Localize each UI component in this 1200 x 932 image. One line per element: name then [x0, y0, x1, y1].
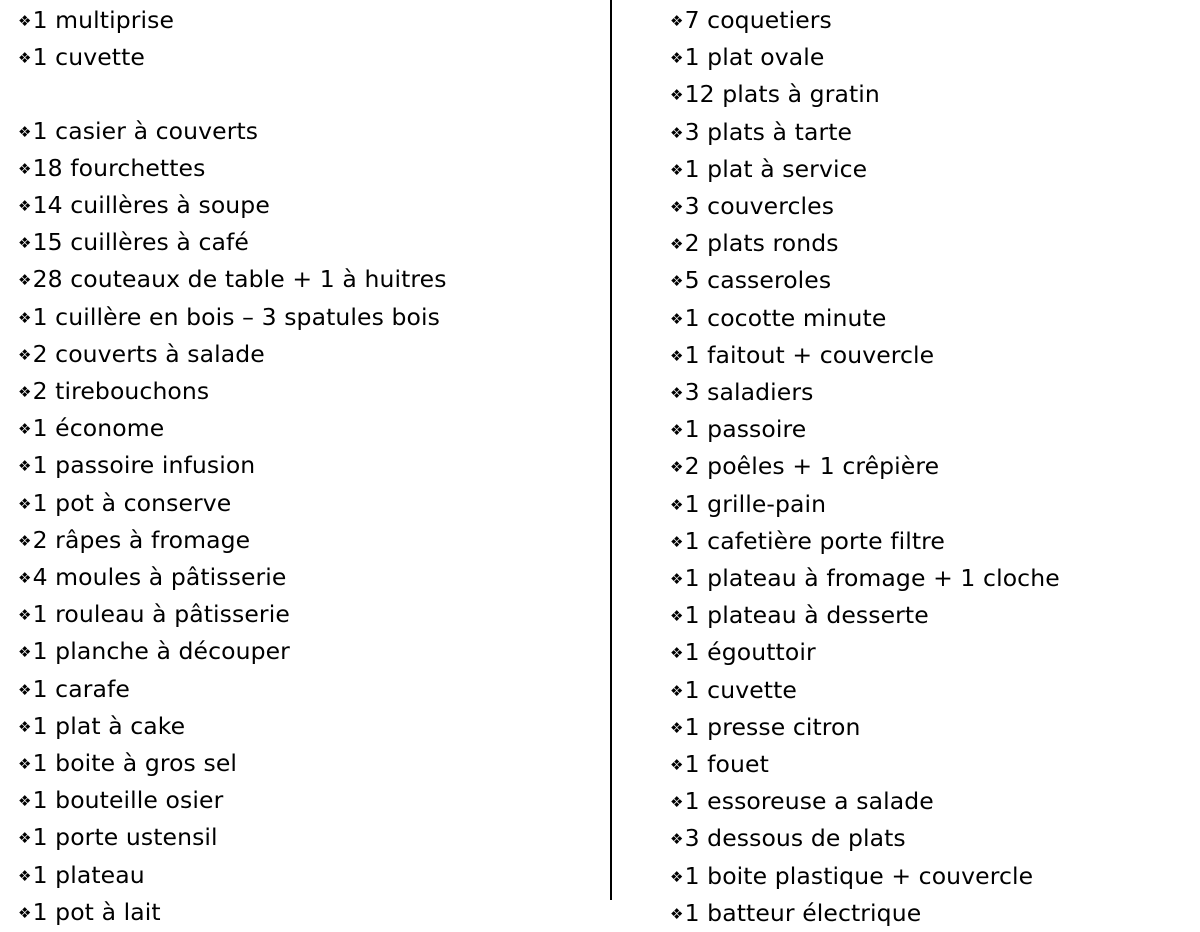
- diamond-bullet-icon: ❖: [18, 345, 32, 364]
- diamond-bullet-icon: ❖: [670, 198, 684, 217]
- list-item: [670, 523, 1200, 560]
- list-item-label: 1 cuillère en bois – 3 spatules bois: [32, 302, 440, 331]
- list-item-label: 1 économe: [32, 414, 165, 443]
- diamond-bullet-icon: ❖: [670, 607, 684, 626]
- diamond-bullet-icon: ❖: [18, 308, 32, 327]
- diamond-bullet-icon: ❖: [18, 383, 32, 402]
- diamond-bullet-icon: ❖: [670, 384, 684, 403]
- right-column: [612, 0, 1200, 927]
- diamond-bullet-icon: ❖: [670, 718, 684, 737]
- list-item: [18, 2, 610, 39]
- list-item: [670, 374, 1200, 411]
- list-item: [670, 672, 1200, 709]
- diamond-bullet-icon: ❖: [18, 829, 32, 848]
- list-item-label: 1 plat à service: [684, 154, 868, 183]
- list-item: [670, 783, 1200, 820]
- list-item: [18, 187, 610, 224]
- list-item-label: 1 presse citron: [684, 712, 861, 741]
- diamond-bullet-icon: ❖: [18, 457, 32, 476]
- list-item-label: 2 tirebouchons: [32, 377, 210, 406]
- list-item: [18, 336, 610, 373]
- diamond-bullet-icon: ❖: [18, 159, 32, 178]
- list-item-label: 1 planche à découper: [32, 637, 290, 666]
- list-item-label: 18 fourchettes: [32, 153, 206, 182]
- diamond-bullet-icon: ❖: [670, 160, 684, 179]
- diamond-bullet-icon: ❖: [18, 197, 32, 215]
- list-item: [670, 486, 1200, 523]
- list-item: [18, 39, 610, 76]
- list-item: [18, 299, 610, 336]
- list-item-label: 1 égouttoir: [684, 638, 816, 667]
- list-item: [670, 225, 1200, 262]
- list-item-label: 1 pot à conserve: [32, 488, 232, 517]
- list-item-label: 1 plateau à fromage + 1 cloche: [684, 564, 1060, 593]
- list-item-label: 28 couteaux de table + 1 à huitres: [32, 265, 447, 294]
- list-item: [18, 633, 610, 670]
- list-item: [18, 150, 610, 187]
- list-item: [18, 894, 610, 931]
- diamond-bullet-icon: ❖: [18, 903, 32, 922]
- list-item-label: 3 couvercles: [684, 192, 835, 221]
- list-item: [18, 857, 610, 894]
- list-item-label: 1 boite plastique + couvercle: [684, 861, 1034, 890]
- diamond-bullet-icon: ❖: [670, 272, 684, 291]
- diamond-bullet-icon: ❖: [18, 531, 32, 550]
- diamond-bullet-icon: ❖: [670, 495, 684, 514]
- list-item: [670, 895, 1200, 932]
- diamond-bullet-icon: ❖: [18, 271, 32, 290]
- diamond-bullet-icon: ❖: [18, 792, 32, 811]
- diamond-bullet-icon: ❖: [18, 12, 32, 30]
- list-item-label: 1 plat à cake: [32, 711, 186, 740]
- list-item: [18, 485, 610, 522]
- list-item: [18, 224, 610, 261]
- list-item: [670, 560, 1200, 597]
- diamond-bullet-icon: ❖: [670, 346, 684, 365]
- list-item: [18, 819, 610, 856]
- list-item: [18, 522, 610, 559]
- list-item-label: 1 rouleau à pâtisserie: [32, 600, 290, 629]
- list-item-label: 4 moules à pâtisserie: [32, 563, 287, 592]
- list-item-label: 2 couverts à salade: [32, 339, 265, 368]
- diamond-bullet-icon: ❖: [18, 49, 32, 68]
- list-item: [670, 709, 1200, 746]
- list-item-label: 1 passoire infusion: [32, 451, 256, 480]
- diamond-bullet-icon: ❖: [670, 681, 684, 700]
- list-item-label: 14 cuillères à soupe: [32, 191, 270, 219]
- list-item: [670, 411, 1200, 448]
- list-item: [670, 448, 1200, 485]
- diamond-bullet-icon: ❖: [670, 235, 684, 254]
- list-item: [18, 261, 610, 298]
- list-item-label: 2 plats ronds: [684, 229, 839, 258]
- list-item-label: 1 porte ustensil: [32, 823, 218, 852]
- diamond-bullet-icon: ❖: [18, 569, 32, 588]
- diamond-bullet-icon: ❖: [670, 12, 684, 30]
- list-item-label: 1 plateau à desserte: [684, 601, 929, 630]
- diamond-bullet-icon: ❖: [670, 123, 684, 142]
- list-item-label: 1 essoreuse a salade: [684, 787, 934, 816]
- list-item-label: 1 grille-pain: [684, 489, 827, 518]
- diamond-bullet-icon: ❖: [18, 494, 32, 513]
- list-item-label: 1 cafetière porte filtre: [684, 526, 945, 555]
- list-item: [670, 820, 1200, 857]
- diamond-bullet-icon: ❖: [670, 830, 684, 849]
- diamond-bullet-icon: ❖: [18, 755, 32, 774]
- list-item: [670, 114, 1200, 151]
- list-item: [18, 782, 610, 819]
- diamond-bullet-icon: ❖: [670, 756, 684, 775]
- diamond-bullet-icon: ❖: [18, 643, 32, 662]
- diamond-bullet-icon: ❖: [670, 458, 684, 477]
- inventory-list-right: [670, 2, 1200, 932]
- list-item: [670, 188, 1200, 225]
- list-spacer: [18, 76, 610, 112]
- list-item-label: 3 plats à tarte: [684, 117, 853, 146]
- list-item-label: 7 coquetiers: [684, 6, 832, 34]
- diamond-bullet-icon: ❖: [18, 866, 32, 885]
- list-item-label: 1 batteur électrique: [684, 898, 922, 927]
- list-item: [18, 596, 610, 633]
- diamond-bullet-icon: ❖: [18, 234, 32, 253]
- list-item: [670, 262, 1200, 299]
- list-item-label: 3 saladiers: [684, 378, 814, 407]
- list-item-label: 1 plateau: [32, 860, 145, 889]
- list-item-label: 1 cocotte minute: [684, 303, 887, 332]
- list-item-label: 1 boite à gros sel: [32, 749, 238, 778]
- list-item-label: 15 cuillères à café: [32, 228, 249, 257]
- list-item: [18, 745, 610, 782]
- diamond-bullet-icon: ❖: [670, 570, 684, 589]
- list-item: [670, 151, 1200, 188]
- diamond-bullet-icon: ❖: [670, 421, 684, 440]
- list-item-label: 2 râpes à fromage: [32, 525, 251, 554]
- list-item-label: 1 cuvette: [32, 43, 145, 72]
- diamond-bullet-icon: ❖: [18, 122, 32, 141]
- diamond-bullet-icon: ❖: [670, 86, 684, 105]
- list-item: [670, 634, 1200, 671]
- list-item-label: 2 poêles + 1 crêpière: [684, 452, 940, 481]
- list-item: [18, 113, 610, 150]
- list-item-label: 5 casseroles: [684, 266, 832, 295]
- list-item: [670, 300, 1200, 337]
- diamond-bullet-icon: ❖: [18, 420, 32, 439]
- list-item: [670, 597, 1200, 634]
- diamond-bullet-icon: ❖: [18, 606, 32, 625]
- list-item: [670, 746, 1200, 783]
- list-item: [670, 76, 1200, 113]
- list-item-label: 1 plat ovale: [684, 43, 825, 72]
- list-item-label: 1 fouet: [684, 750, 769, 779]
- diamond-bullet-icon: ❖: [670, 309, 684, 328]
- diamond-bullet-icon: ❖: [18, 680, 32, 699]
- list-item: [670, 2, 1200, 39]
- list-item: [670, 858, 1200, 895]
- list-item-label: 1 faitout + couvercle: [684, 340, 935, 369]
- diamond-bullet-icon: ❖: [18, 717, 32, 736]
- diamond-bullet-icon: ❖: [670, 49, 684, 68]
- diamond-bullet-icon: ❖: [670, 644, 684, 663]
- list-item: [18, 708, 610, 745]
- list-item: [18, 373, 610, 410]
- list-item-label: 1 carafe: [32, 674, 130, 703]
- diamond-bullet-icon: ❖: [670, 793, 684, 812]
- list-item-label: 12 plats à gratin: [684, 80, 880, 109]
- list-item: [18, 559, 610, 596]
- list-item-label: 1 casier à couverts: [32, 116, 259, 145]
- list-item-label: 1 bouteille osier: [32, 786, 224, 815]
- diamond-bullet-icon: ❖: [670, 532, 684, 551]
- list-item-label: 1 multiprise: [32, 6, 175, 34]
- list-item-label: 3 dessous de plats: [684, 824, 906, 853]
- list-item-label: 1 cuvette: [684, 675, 797, 704]
- list-item: [18, 447, 610, 484]
- list-item-label: 1 passoire: [684, 415, 807, 444]
- list-item: [670, 337, 1200, 374]
- inventory-list-left: [18, 2, 610, 931]
- list-item: [18, 671, 610, 708]
- list-item: [670, 39, 1200, 76]
- diamond-bullet-icon: ❖: [670, 904, 684, 923]
- diamond-bullet-icon: ❖: [670, 867, 684, 886]
- list-item: [18, 410, 610, 447]
- list-item-label: 1 pot à lait: [32, 897, 161, 926]
